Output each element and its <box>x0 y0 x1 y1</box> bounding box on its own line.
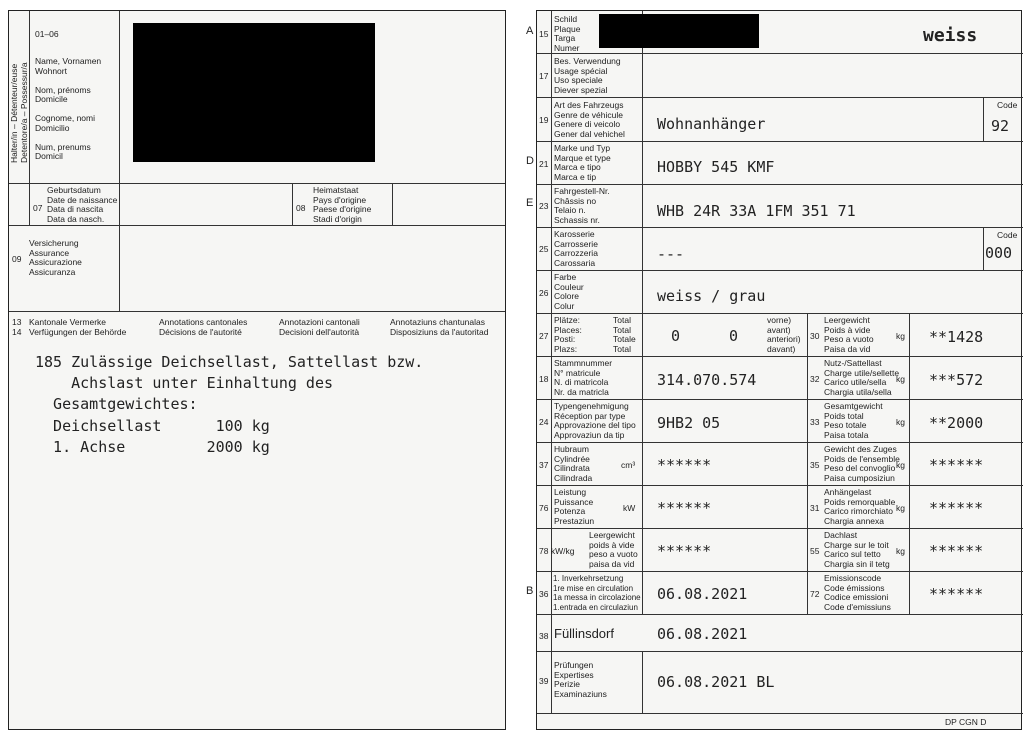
field-33-label: Gesamtgewicht Poids total Peso totale Paisa totala <box>824 401 883 440</box>
field-25-number: 25 <box>539 244 549 254</box>
power-value: ****** <box>657 499 712 517</box>
annotation-numbers: 13 14 <box>12 317 22 337</box>
field-31-label: Anhängelast Poids remorquable Carico rimorchiato Chargia annexa <box>824 487 896 526</box>
field-78-label: Leergewicht poids à vide peso a vuoto paisa da vid <box>589 530 638 569</box>
field-38-number: 38 <box>539 631 549 641</box>
seats-position-label: vorne) avant) anteriori) davant) <box>767 315 801 354</box>
color-value: weiss / grau <box>657 287 766 305</box>
field-27-total: Total Total Totale Total <box>613 315 636 354</box>
issue-date-value: 06.08.2021 <box>657 625 748 643</box>
field-24-number: 24 <box>539 417 549 427</box>
field-76-unit: kW <box>623 503 636 513</box>
payload-value: ***572 <box>929 371 984 389</box>
emission-code-value: ****** <box>929 585 984 603</box>
field-27-number: 27 <box>539 331 549 341</box>
home-label: Heimatstaat Pays d'origine Paese d'origine Stadi d'origin <box>313 185 372 224</box>
field-37-label: Hubraum Cylindrée Cilindrata Cilindrada <box>554 444 593 483</box>
seats-total-value: 0 <box>671 327 681 345</box>
field-30-number: 30 <box>810 331 820 341</box>
field-17-number: 17 <box>539 71 549 81</box>
field-25-label: Karosserie Carrosserie Carrozzeria Carossaria <box>554 229 598 268</box>
note-line-2: Achslast unter Einhaltung des <box>35 374 334 392</box>
field-15-number: 15 <box>539 29 549 39</box>
plate-color-value: weiss <box>923 25 978 46</box>
field-26-number: 26 <box>539 288 549 298</box>
field-24-label: Typengenehmigung Réception par type Approvazione del tipo Approvaziun da tip <box>554 401 636 440</box>
field-72-number: 72 <box>810 589 820 599</box>
field-32-number: 32 <box>810 374 820 384</box>
field-35-unit: kg <box>896 460 905 470</box>
field-18-label: Stammnummer N° matricule N. di matricola Nr. da matricla <box>554 358 613 397</box>
field-37-number: 37 <box>539 460 549 470</box>
note-line-1: 185 Zulässige Deichsellast, Sattellast bzw. <box>35 353 424 371</box>
issue-place: Füllinsdorf <box>554 626 614 641</box>
field-31-unit: kg <box>896 503 905 513</box>
field-55-unit: kg <box>896 546 905 556</box>
insurance-label: Versicherung Assurance Assicurazione Assicuranza <box>29 238 82 277</box>
field-36-label: 1. Inverkehrsetzung 1re mise en circulation 1a messa in circolazione 1.entrada en circulaziun <box>553 574 641 612</box>
field-17-label: Bes. Verwendung Usage spécial Uso speciale Diever spezial <box>554 56 621 95</box>
letter-d: D <box>526 155 534 167</box>
inspection-value: 06.08.2021 BL <box>657 673 775 691</box>
field-21-label: Marke und Typ Marque et type Marca e tipo Marca e tip <box>554 143 611 182</box>
displacement-value: ****** <box>657 456 712 474</box>
power-weight-value: ****** <box>657 542 712 560</box>
form-footer: DP CGN D <box>945 717 987 727</box>
field-31-number: 31 <box>810 503 820 513</box>
field-37-unit: cm³ <box>621 460 636 470</box>
field-72-label: Emissionscode Code émissions Codice emissioni Code d'emissiuns <box>824 573 891 612</box>
field-19-number: 19 <box>539 115 549 125</box>
field-35-number: 35 <box>810 460 820 470</box>
vehicle-type-value: Wohnanhänger <box>657 115 766 133</box>
note-line-3: Gesamtgewichtes: <box>35 395 198 413</box>
left-page <box>8 10 506 730</box>
insurance-number: 09 <box>12 254 22 264</box>
trailer-load-value: ****** <box>929 499 984 517</box>
field-35-label: Gewicht des Zuges Poids de l'ensemble Peso del convoglio Paisa cumposiziun <box>824 444 900 483</box>
field-39-label: Prüfungen Expertises Perizie Examinaziuns <box>554 660 607 699</box>
letter-b: B <box>526 585 534 597</box>
field-32-unit: kg <box>896 374 905 384</box>
total-weight-value: **2000 <box>929 414 984 432</box>
home-number: 08 <box>296 203 306 213</box>
holder-code: 01–06 <box>35 29 59 39</box>
annotation-de: Kantonale Vermerke Verfügungen der Behörde <box>29 317 127 337</box>
body-code-label: Code <box>997 230 1018 240</box>
field-78-number: 78 kW/kg <box>539 546 575 556</box>
seats-front-value: 0 <box>729 327 739 345</box>
field-36-number: 36 <box>539 589 549 599</box>
chassis-number-value: WHB 24R 33A 1FM 351 71 <box>657 202 856 220</box>
field-32-label: Nutz-/Sattellast Charge utile/sellette Carico utile/sella Chargia utila/sella <box>824 358 900 397</box>
field-55-number: 55 <box>810 546 820 556</box>
field-76-number: 76 <box>539 503 549 513</box>
field-15-label: Schild Plaque Targa Numer <box>554 14 581 53</box>
make-model-value: HOBBY 545 KMF <box>657 158 775 176</box>
registration-number-value: 314.070.574 <box>657 371 757 389</box>
annotation-rm: Annotaziuns chantunalas Disposiziuns da l'autoritad <box>390 317 489 337</box>
field-23-number: 23 <box>539 201 549 211</box>
note-line-5: 1. Achse 2000 kg <box>35 438 270 456</box>
redacted-holder <box>133 23 375 162</box>
body-code: 000 <box>985 244 1013 262</box>
holder-vertical-label: Halter/in – Détenteur/euse Detentore/a – Possessur/a <box>9 62 29 163</box>
field-30-unit: kg <box>896 331 905 341</box>
empty-weight-value: **1428 <box>929 328 984 346</box>
note-line-4: Deichsellast 100 kg <box>35 417 270 435</box>
field-55-label: Dachlast Charge sur le toit Carico sul tetto Chargia sin il tetg <box>824 530 890 569</box>
annotation-fr: Annotations cantonales Décisions de l'autorité <box>159 317 248 337</box>
train-weight-value: ****** <box>929 456 984 474</box>
holder-labels: Name, Vornamen Wohnort Nom, prénoms Domicile Cognome, nomi Domicilio Num, prenums Domicil <box>35 56 102 161</box>
field-23-label: Fahrgestell-Nr. Châssis no Telaio n. Schassis nr. <box>554 186 610 225</box>
field-26-label: Farbe Couleur Colore Colur <box>554 272 584 311</box>
field-33-unit: kg <box>896 417 905 427</box>
birth-number: 07 <box>33 203 43 213</box>
vehicle-type-code: 92 <box>991 117 1010 135</box>
field-19-label: Art des Fahrzeugs Genre de véhicule Genere di veicolo Gener dal vehichel <box>554 100 625 139</box>
letter-a: A <box>526 25 534 37</box>
field-76-label: Leistung Puissance Potenza Prestaziun <box>554 487 595 526</box>
right-page <box>526 10 1022 730</box>
code-label: Code <box>997 100 1018 110</box>
roof-load-value: ****** <box>929 542 984 560</box>
annotation-it: Annotazioni cantonali Decisioni dell'autorità <box>279 317 360 337</box>
field-27-label: Plätze: Places: Posti: Plazs: <box>554 315 582 354</box>
field-33-number: 33 <box>810 417 820 427</box>
field-39-number: 39 <box>539 676 549 686</box>
first-registration-value: 06.08.2021 <box>657 585 748 603</box>
field-18-number: 18 <box>539 374 549 384</box>
birth-label: Geburtsdatum Date de naissance Data di nascita Data da nasch. <box>47 185 118 224</box>
letter-e: E <box>526 197 534 209</box>
redacted-plate <box>599 14 759 48</box>
type-approval-value: 9HB2 05 <box>657 414 721 432</box>
body-value: --- <box>657 245 685 263</box>
field-30-label: Leergewicht Poids à vide Peso a vuoto Paisa da vid <box>824 315 874 354</box>
field-21-number: 21 <box>539 159 549 169</box>
